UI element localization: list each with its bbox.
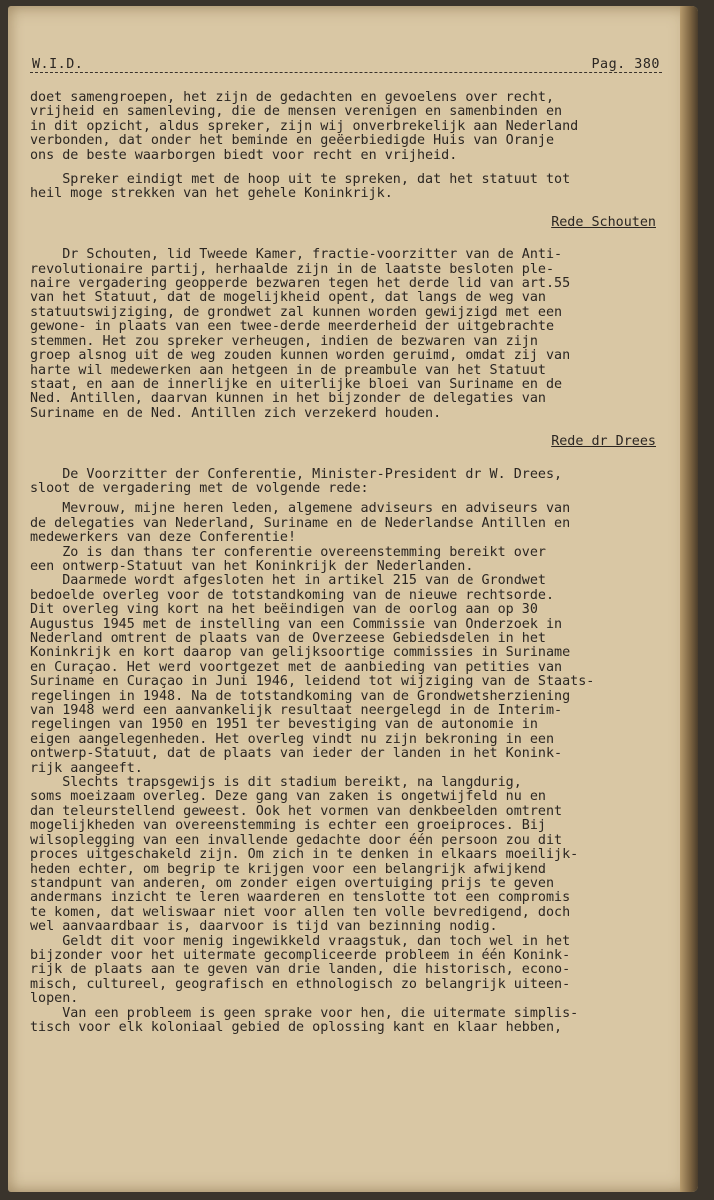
document-content (30, 50, 662, 1035)
paragraph-4: De Voorzitter der Conferentie, Minister-President dr W. Drees, sloot de vergadering met de volgende rede: (30, 466, 563, 496)
paragraph-2: Spreker eindigt met de hoop uit te spreken, dat het statuut tot heil moge strekken van het gehele Koninkrijk. (30, 172, 571, 202)
paragraph-3: Dr Schouten, lid Tweede Kamer, fractie-voorzitter van de Anti- revolutionaire partij, herhaalde zijn in de laatste besloten ple- naire vergadering geopperde bezwaren tegen het derde lid van art.55 van het Statuut, dat de mogelijkheid opent, dat langs de weg van statuutswijziging, de grondwet zal kunnen worden gewijzigd met een gewone- in plaats van een twee-derde meerderheid der uitgebrachte stemmen. Het zou spreker verheugen, indien de bezwaren van zijn groep alsnog uit de weg zouden kunnen worden geruimd, omdat zij van harte wil medewerken aan hetgeen in de preambule van het Statuut staat, en aan de innerlijke en uiterlijke bloei van Suriname en de Ned. Antillen, daarvan kunnen in het bijzonder de delegaties van Suriname en de Ned. Antillen zich verzekerd houden. (30, 247, 571, 421)
section-heading-drees: Rede dr Drees (551, 434, 656, 450)
document-page (8, 6, 698, 1192)
paragraph-5: Mevrouw, mijne heren leden, algemene adviseurs en adviseurs van de delegaties van Nederland, Suriname en de Nederlandse Antillen en medewerkers van deze Conferentie! Zo is dan thans ter conferentie overeenstemming bereikt over een ontwerp-Statuut van het Koninkrijk der Nederlanden. Daarmede wordt afgesloten het in artikel 215 van de Grondwet bedoelde overleg voor de totstandkoming van de nieuwe rechtsorde. Dit overleg ving kort na het beëindigen van de oorlog aan op 30 Augustus 1945 met de instelling van een Commissie van Onderzoek in Nederland omtrent de plaats van de Overzeese Gebiedsdelen in het Koninkrijk en kort daarop van gelijksoortige commissies in Suriname en Curaçao. Het werd voortgezet met de aanbieding van petities van Suriname en Curaçao in Juni 1946, leidend tot wijziging van de Staats- regelingen in 1948. Na de totstandkoming van de Grondwetsherziening van 1948 werd een aanvankelijk resultaat neergelegd in de Interim- regelingen van 1950 en 1951 ter bevestiging van de autonomie in eigen aangelegenheden. Het overleg vindt nu zijn bekroning in een ontwerp-Statuut, dat de plaats van ieder der landen in het Konink- rijk aangeeft. Slechts trapsgewijs is dit stadium bereikt, na langdurig, soms moeizaam overleg. Deze gang van zaken is ongetwijfeld nu en dan teleurstellend geweest. Ook het vormen van denkbeelden omtrent mogelijkheden van overeenstemming is echter een groeiproces. Bij wilsoplegging van een invallende gedachte door één persoon zou dit proces uitgeschakeld zijn. Om zich in te denken in elkaars moeilijk- heden echter, om begrip te krijgen voor een belangrijk afwijkend standpunt van anderen, om zonder eigen overtuiging prijs te geven andermans inzicht te leren waarderen en tenslotte tot een compromis te komen, dat weliswaar niet voor allen ten volle bevredigend, doch wel aanvaardbaar is, daarvoor is tijd van bezinning nodig. Geldt dit voor menig ingewikkeld vraagstuk, dan toch wel in het bijzonder voor het uitermate gecompliceerde probleem in één Konink- rijk de plaats aan te geven van drie landen, die historisch, econo- misch, cultureel, geografisch en ethnologisch zo belangrijk uiteen- lopen. Van een probleem is geen sprake voor hen, die uitermate simplis- tisch voor elk koloniaal gebied de oplossing kant en klaar hebben, (30, 501, 595, 1035)
page-header (30, 50, 662, 73)
page-number: Pag. 380 (591, 56, 660, 72)
paragraph-1: doet samengroepen, het zijn de gedachten en gevoelens over recht, vrijheid en samenleving, die de mensen verenigen en samenbinden en in dit opzicht, aldus spreker, zijn wij onverbrekelijk aan Nederland verbonden, dat onder het beminde en geëerbiedigde Huis van Oranje ons de beste waarborgen biedt voor recht en vrijheid. (30, 90, 579, 163)
page-binding-edge (680, 6, 698, 1192)
header-label: W.I.D. (32, 56, 84, 72)
section-heading-schouten: Rede Schouten (551, 214, 656, 230)
